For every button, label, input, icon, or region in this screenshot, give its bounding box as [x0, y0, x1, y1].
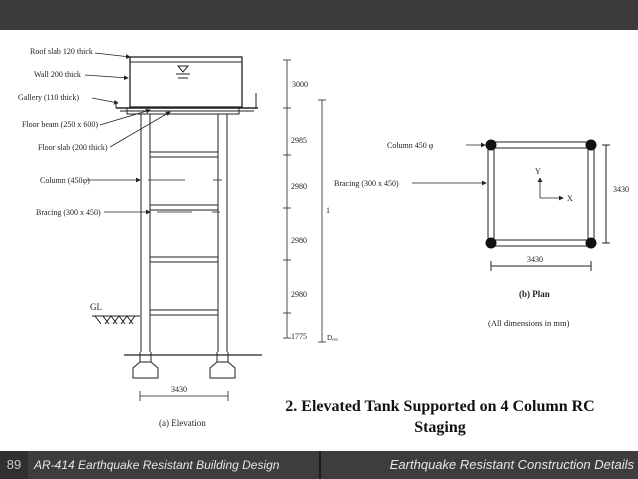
dim-total-mark: 1 [326, 206, 330, 215]
slide-caption [245, 396, 635, 438]
elevation-labels [18, 47, 108, 312]
course-title: AR-414 Earthquake Resistant Building Design [34, 458, 280, 472]
top-bar [0, 0, 638, 30]
dim-level-1: 2985 [291, 136, 307, 145]
plan-columns [486, 140, 597, 249]
plan-label-bracing: Bracing (300 x 450) [334, 179, 399, 188]
tank-container [116, 57, 258, 114]
dim-level-2: 2980 [291, 182, 307, 191]
ground-and-footings [92, 316, 262, 378]
label-floor-slab: Floor slab (200 thick) [38, 143, 108, 152]
dim-width: 3430 [171, 385, 187, 394]
plan-note: (All dimensions in mm) [488, 318, 570, 328]
label-roof-slab: Roof slab 120 thick [30, 47, 93, 56]
topic-title: Earthquake Resistant Construction Details [389, 457, 634, 472]
dim-level-3: 2980 [291, 236, 307, 245]
dim-top: 3000 [292, 80, 308, 89]
plan-labels [334, 141, 629, 328]
page-number: 89 [0, 451, 28, 479]
plan-frame [488, 142, 610, 271]
staging-frame [141, 114, 227, 352]
elevation-caption: (a) Elevation [159, 418, 206, 428]
plan-axis-x: X [567, 194, 573, 203]
label-floor-beam: Floor beam (250 x 600) [22, 120, 98, 129]
label-wall: Wall 200 thick [34, 70, 81, 79]
elevation-leaders [85, 53, 222, 212]
plan-dim-bottom: 3430 [527, 255, 543, 264]
label-column: Column (450φ) [40, 176, 90, 185]
label-gallery: Gallery (110 thick) [18, 93, 80, 102]
dim-base-mark: Dₒₒₒ [327, 334, 339, 342]
elevation-dimension-values [159, 80, 338, 428]
plan-caption: (b) Plan [519, 289, 550, 299]
plan-dim-side: 3430 [613, 185, 629, 194]
caption-line-1: 2. Elevated Tank Supported on 4 Column RC [285, 398, 595, 415]
dim-level-4: 2980 [291, 290, 307, 299]
label-ground-level: GL [90, 302, 102, 312]
tank-drawing [0, 30, 638, 450]
dim-level-5: 1775 [291, 332, 307, 341]
caption-line-2: Staging [414, 419, 466, 436]
plan-axis-y: Y [535, 167, 541, 176]
label-bracing: Bracing (300 x 450) [36, 208, 101, 217]
footer-divider [319, 451, 321, 479]
plan-label-column: Column 450 φ [387, 141, 434, 150]
